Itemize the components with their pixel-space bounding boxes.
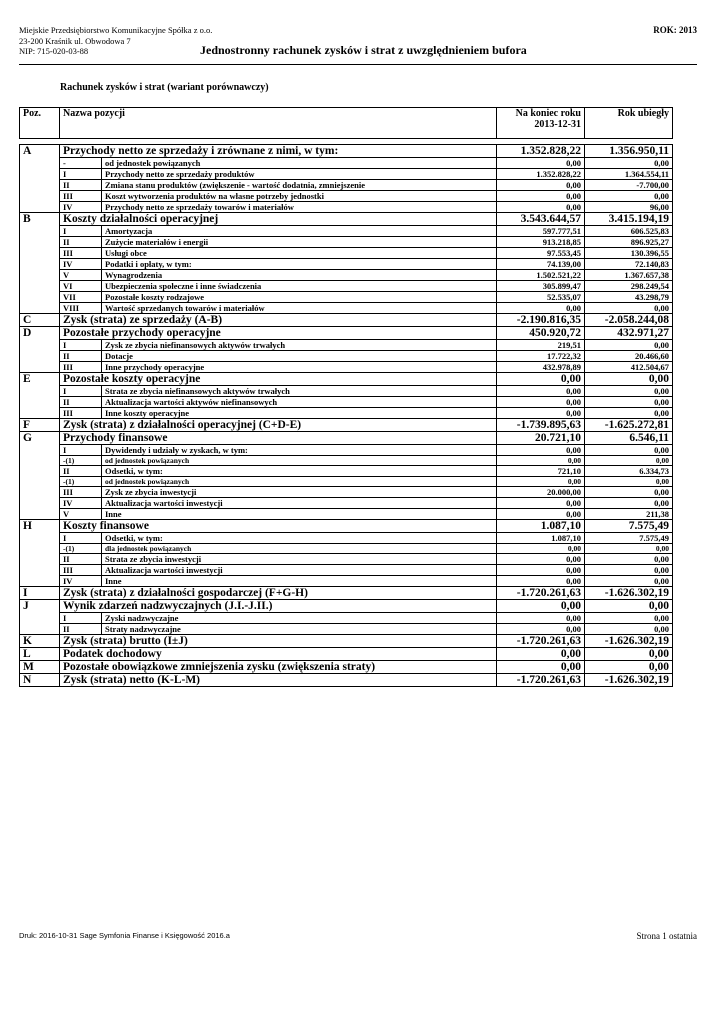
row-previous-value: 7.575,49 (585, 520, 673, 533)
row-previous-value: 6.334,73 (585, 466, 673, 477)
row-poz-empty (20, 613, 60, 624)
row-poz: H (20, 520, 60, 533)
row-poz: F (20, 419, 60, 432)
row-label: Aktualizacja wartości inwestycji (102, 565, 497, 576)
table-row (20, 237, 673, 248)
row-previous-value: 0,00 (585, 554, 673, 565)
row-poz-empty (20, 237, 60, 248)
row-previous-value: -1.625.272,81 (585, 419, 673, 432)
row-label: Zysk (strata) brutto (I±J) (60, 635, 497, 648)
table-header (19, 107, 673, 139)
row-poz-empty (20, 202, 60, 213)
row-label: Zysk (strata) z działalności operacyjnej (C+D-E) (60, 419, 497, 432)
row-current-value: 597.777,51 (497, 226, 585, 237)
row-poz: I (60, 340, 102, 351)
section-row (20, 373, 673, 386)
row-label: Inne koszty operacyjne (102, 408, 497, 419)
row-current-value: 20.000,00 (497, 487, 585, 498)
row-previous-value: -7.700,00 (585, 180, 673, 191)
row-current-value: 0,00 (497, 498, 585, 509)
row-label: Zmiana stanu produktów (zwiększenie - wartość dodatnia, zmniejszenie (102, 180, 497, 191)
row-poz-empty (20, 292, 60, 303)
row-current-value: 0,00 (497, 180, 585, 191)
income-statement-table (19, 144, 673, 687)
row-label: Koszt wytworzenia produktów na własne potrzeby jednostki (102, 191, 497, 202)
row-poz-empty (20, 386, 60, 397)
row-previous-value: 0,00 (585, 661, 673, 674)
row-previous-value: 0,00 (585, 445, 673, 456)
row-poz-empty (20, 248, 60, 259)
row-current-value: 1.352.828,22 (497, 145, 585, 158)
row-current-value: 0,00 (497, 303, 585, 314)
row-current-value: 913.218,85 (497, 237, 585, 248)
row-poz: D (20, 327, 60, 340)
table-row (20, 613, 673, 624)
row-current-value: 450.920,72 (497, 327, 585, 340)
row-current-value: 1.087,10 (497, 520, 585, 533)
row-poz-empty (20, 408, 60, 419)
row-poz: I (60, 226, 102, 237)
row-label: Odsetki, w tym: (102, 533, 497, 544)
row-mark: -(1) (60, 544, 102, 554)
table-row (20, 456, 673, 466)
row-current-value: 0,00 (497, 554, 585, 565)
row-previous-value: 1.364.554,11 (585, 169, 673, 180)
table-row (20, 270, 673, 281)
row-current-value: 0,00 (497, 509, 585, 520)
row-label: Pozostałe obowiązkowe zmniejszenia zysku (zwiększenia straty) (60, 661, 497, 674)
section-row (20, 520, 673, 533)
row-current-value: 74.139,00 (497, 259, 585, 270)
row-mark: -(1) (60, 456, 102, 466)
row-current-value: 0,00 (497, 648, 585, 661)
row-current-value: 0,00 (497, 576, 585, 587)
document-title: Jednostronny rachunek zysków i strat z uwzględnieniem bufora (200, 43, 527, 57)
row-label: Aktualizacja wartości inwestycji (102, 498, 497, 509)
row-poz: III (60, 191, 102, 202)
row-poz: K (20, 635, 60, 648)
row-previous-value: 7.575,49 (585, 533, 673, 544)
header-divider (19, 64, 697, 65)
row-poz-empty (20, 191, 60, 202)
row-poz: G (20, 432, 60, 445)
company-address: 23-200 Kraśnik ul. Obwodowa 7 (19, 35, 131, 46)
row-current-value: 0,00 (497, 600, 585, 613)
row-current-value: 3.543.644,57 (497, 213, 585, 226)
header-current-line1: Na koniec roku (515, 108, 581, 119)
row-label: od jednostek powiązanych (102, 477, 497, 487)
company-info (19, 25, 212, 57)
row-poz: II (60, 237, 102, 248)
row-label: Dywidendy i udziały w zyskach, w tym: (102, 445, 497, 456)
row-previous-value: 0,00 (585, 613, 673, 624)
row-poz: II (60, 397, 102, 408)
row-label: Usługi obce (102, 248, 497, 259)
row-poz-empty (20, 180, 60, 191)
row-label: Koszty działalności operacyjnej (60, 213, 497, 226)
row-poz-empty (20, 226, 60, 237)
row-current-value: 52.535,07 (497, 292, 585, 303)
row-label: dla jednostek powiązanych (102, 544, 497, 554)
table-row (20, 362, 673, 373)
row-current-value: 0,00 (497, 373, 585, 386)
row-label: Podatek dochodowy (60, 648, 497, 661)
row-poz: B (20, 213, 60, 226)
row-previous-value: -1.626.302,19 (585, 587, 673, 600)
row-poz-empty (20, 477, 60, 487)
row-poz: V (60, 270, 102, 281)
row-poz: II (60, 554, 102, 565)
table-row (20, 565, 673, 576)
row-current-value: 0,00 (497, 456, 585, 466)
row-previous-value: -2.058.244,08 (585, 314, 673, 327)
row-label: Zysk ze zbycia inwestycji (102, 487, 497, 498)
row-previous-value: 0,00 (585, 477, 673, 487)
table-row (20, 226, 673, 237)
row-poz-empty (20, 351, 60, 362)
row-previous-value: 0,00 (585, 340, 673, 351)
table-row (20, 351, 673, 362)
row-previous-value: -1.626.302,19 (585, 635, 673, 648)
row-current-value: 0,00 (497, 613, 585, 624)
row-poz-empty (20, 281, 60, 292)
table-row (20, 509, 673, 520)
row-poz: A (20, 145, 60, 158)
row-poz: I (60, 445, 102, 456)
row-mark: -(1) (60, 477, 102, 487)
row-label: Koszty finansowe (60, 520, 497, 533)
row-current-value: 0,00 (497, 397, 585, 408)
row-poz-empty (20, 509, 60, 520)
row-previous-value: 896.925,27 (585, 237, 673, 248)
row-current-value: -1.720.261,63 (497, 635, 585, 648)
page-number: Strona 1 ostatnia (636, 931, 697, 941)
row-poz: II (60, 351, 102, 362)
row-poz: III (60, 248, 102, 259)
row-poz-empty (20, 158, 60, 169)
row-current-value: 1.352.828,22 (497, 169, 585, 180)
table-row (20, 259, 673, 270)
company-name: Miejskie Przedsiębiorstwo Komunikacyjne Spółka z o.o. (19, 25, 213, 35)
row-label: Wynagrodzenia (102, 270, 497, 281)
row-previous-value: 0,00 (585, 600, 673, 613)
row-previous-value: 0,00 (585, 487, 673, 498)
row-poz: VII (60, 292, 102, 303)
row-previous-value: 0,00 (585, 498, 673, 509)
row-poz-empty (20, 340, 60, 351)
row-current-value: -1.720.261,63 (497, 674, 585, 687)
print-info: Druk: 2016-10-31 Sage Symfonia Finanse i Księgowość 2016.a (19, 931, 230, 940)
row-current-value: 1.502.521,22 (497, 270, 585, 281)
row-poz-empty (20, 466, 60, 477)
row-poz-empty (20, 533, 60, 544)
row-poz: L (20, 648, 60, 661)
table-row (20, 248, 673, 259)
row-previous-value: 0,00 (585, 544, 673, 554)
row-label: Zysk ze zbycia niefinansowych aktywów trwałych (102, 340, 497, 351)
row-poz: J (20, 600, 60, 613)
row-poz: I (60, 533, 102, 544)
row-label: Pozostałe koszty rodzajowe (102, 292, 497, 303)
row-previous-value: 72.140,83 (585, 259, 673, 270)
row-poz: II (60, 180, 102, 191)
row-poz-empty (20, 362, 60, 373)
row-previous-value: 0,00 (585, 576, 673, 587)
row-label: od jednostek powiązanych (102, 456, 497, 466)
row-previous-value: 0,00 (585, 373, 673, 386)
header-nazwa: Nazwa pozycji (60, 108, 497, 139)
section-row (20, 213, 673, 226)
row-current-value: -1.720.261,63 (497, 587, 585, 600)
row-previous-value: 0,00 (585, 565, 673, 576)
header-current-line2: 2013-12-31 (534, 119, 581, 130)
row-label: Inne (102, 576, 497, 587)
row-previous-value: 20.466,60 (585, 351, 673, 362)
row-poz: VIII (60, 303, 102, 314)
row-previous-value: 1.356.950,11 (585, 145, 673, 158)
row-poz-empty (20, 445, 60, 456)
row-previous-value: 0,00 (585, 303, 673, 314)
table-row (20, 180, 673, 191)
row-previous-value: 43.298,79 (585, 292, 673, 303)
row-previous-value: 130.396,55 (585, 248, 673, 259)
table-row (20, 554, 673, 565)
row-poz-empty (20, 456, 60, 466)
row-label: od jednostek powiązanych (102, 158, 497, 169)
row-label: Zyski nadzwyczajne (102, 613, 497, 624)
row-poz-empty (20, 259, 60, 270)
row-current-value: 0,00 (497, 202, 585, 213)
table-row (20, 576, 673, 587)
row-label: Strata ze zbycia inwestycji (102, 554, 497, 565)
row-poz: III (60, 362, 102, 373)
row-current-value: 0,00 (497, 477, 585, 487)
row-label: Zysk (strata) z działalności gospodarczej (F+G-H) (60, 587, 497, 600)
table-row (20, 191, 673, 202)
row-current-value: 20.721,10 (497, 432, 585, 445)
row-current-value: 721,10 (497, 466, 585, 477)
row-previous-value: 3.415.194,19 (585, 213, 673, 226)
table-row (20, 445, 673, 456)
row-previous-value: 0,00 (585, 648, 673, 661)
row-poz: - (60, 158, 102, 169)
row-previous-value: 211,38 (585, 509, 673, 520)
row-label: Pozostałe koszty operacyjne (60, 373, 497, 386)
row-current-value: -2.190.816,35 (497, 314, 585, 327)
row-label: Zysk (strata) ze sprzedaży (A-B) (60, 314, 497, 327)
row-current-value: 0,00 (497, 565, 585, 576)
row-poz: V (60, 509, 102, 520)
row-current-value: 0,00 (497, 158, 585, 169)
row-poz: C (20, 314, 60, 327)
row-label: Przychody netto ze sprzedaży produktów (102, 169, 497, 180)
table-row (20, 169, 673, 180)
row-poz-empty (20, 565, 60, 576)
row-previous-value: 0,00 (585, 456, 673, 466)
row-poz: III (60, 565, 102, 576)
row-poz: II (60, 466, 102, 477)
row-current-value: 0,00 (497, 445, 585, 456)
row-poz: IV (60, 202, 102, 213)
row-poz: I (60, 613, 102, 624)
header-poz: Poz. (20, 108, 60, 139)
row-label: Inne przychody operacyjne (102, 362, 497, 373)
section-row (20, 661, 673, 674)
row-current-value: 432.978,89 (497, 362, 585, 373)
row-label: Straty nadzwyczajne (102, 624, 497, 635)
row-poz-empty (20, 169, 60, 180)
row-label: Przychody finansowe (60, 432, 497, 445)
row-current-value: 0,00 (497, 624, 585, 635)
row-label: Przychody netto ze sprzedaży i zrównane z nimi, w tym: (60, 145, 497, 158)
section-row (20, 432, 673, 445)
table-row (20, 281, 673, 292)
row-poz: III (60, 487, 102, 498)
row-label: Strata ze zbycia niefinansowych aktywów trwałych (102, 386, 497, 397)
row-poz-empty (20, 487, 60, 498)
row-current-value: 1.087,10 (497, 533, 585, 544)
row-previous-value: 432.971,27 (585, 327, 673, 340)
row-previous-value: 96,00 (585, 202, 673, 213)
table-row (20, 303, 673, 314)
table-row (20, 397, 673, 408)
row-label: Zysk (strata) netto (K-L-M) (60, 674, 497, 687)
row-poz-empty (20, 544, 60, 554)
row-previous-value: 412.504,67 (585, 362, 673, 373)
header-previous-year: Rok ubiegły (585, 108, 673, 139)
table-body (20, 145, 673, 687)
section-row (20, 145, 673, 158)
section-row (20, 600, 673, 613)
row-previous-value: 0,00 (585, 397, 673, 408)
row-poz-empty (20, 397, 60, 408)
row-current-value: 0,00 (497, 191, 585, 202)
row-poz: M (20, 661, 60, 674)
row-previous-value: 606.525,83 (585, 226, 673, 237)
row-current-value: 305.899,47 (497, 281, 585, 292)
row-poz-empty (20, 303, 60, 314)
report-subtitle: Rachunek zysków i strat (wariant porównawczy) (60, 82, 269, 93)
section-row (20, 635, 673, 648)
row-previous-value: 298.249,54 (585, 281, 673, 292)
row-label: Wynik zdarzeń nadzwyczajnych (J.I.-J.II.) (60, 600, 497, 613)
row-current-value: 0,00 (497, 408, 585, 419)
section-row (20, 327, 673, 340)
row-label: Pozostałe przychody operacyjne (60, 327, 497, 340)
row-previous-value: 1.367.657,38 (585, 270, 673, 281)
row-previous-value: 0,00 (585, 408, 673, 419)
row-poz: N (20, 674, 60, 687)
row-poz: IV (60, 576, 102, 587)
section-row (20, 587, 673, 600)
row-current-value: 219,51 (497, 340, 585, 351)
row-previous-value: 0,00 (585, 386, 673, 397)
row-previous-value: 0,00 (585, 158, 673, 169)
row-poz: IV (60, 259, 102, 270)
row-label: Zużycie materiałów i energii (102, 237, 497, 248)
header-current-year (497, 108, 585, 139)
row-poz-empty (20, 270, 60, 281)
table-row (20, 466, 673, 477)
row-poz-empty (20, 624, 60, 635)
table-row (20, 158, 673, 169)
section-row (20, 648, 673, 661)
table-row (20, 292, 673, 303)
table-row (20, 340, 673, 351)
row-poz: VI (60, 281, 102, 292)
row-label: Przychody netto ze sprzedaży towarów i materiałów (102, 202, 497, 213)
row-poz: I (60, 386, 102, 397)
row-label: Inne (102, 509, 497, 520)
year-label: ROK: 2013 (653, 25, 697, 35)
section-row (20, 419, 673, 432)
row-current-value: 0,00 (497, 544, 585, 554)
row-current-value: 97.553,45 (497, 248, 585, 259)
row-current-value: -1.739.895,63 (497, 419, 585, 432)
row-previous-value: 0,00 (585, 191, 673, 202)
table-row (20, 533, 673, 544)
row-poz: I (60, 169, 102, 180)
row-label: Odsetki, w tym: (102, 466, 497, 477)
table-row (20, 408, 673, 419)
row-poz-empty (20, 554, 60, 565)
section-row (20, 314, 673, 327)
row-label: Aktualizacja wartości aktywów niefinansowych (102, 397, 497, 408)
row-label: Amortyzacja (102, 226, 497, 237)
row-current-value: 0,00 (497, 386, 585, 397)
table-row (20, 487, 673, 498)
table-row (20, 386, 673, 397)
table-row (20, 624, 673, 635)
row-previous-value: 6.546,11 (585, 432, 673, 445)
row-label: Dotacje (102, 351, 497, 362)
row-poz: I (20, 587, 60, 600)
row-previous-value: -1.626.302,19 (585, 674, 673, 687)
table-row (20, 477, 673, 487)
row-label: Ubezpieczenia społeczne i inne świadczenia (102, 281, 497, 292)
table-row (20, 498, 673, 509)
company-nip: NIP: 715-020-03-88 (19, 46, 89, 56)
row-label: Wartość sprzedanych towarów i materiałów (102, 303, 497, 314)
row-poz: III (60, 408, 102, 419)
table-row (20, 544, 673, 554)
row-poz: II (60, 624, 102, 635)
row-poz-empty (20, 498, 60, 509)
row-previous-value: 0,00 (585, 624, 673, 635)
section-row (20, 674, 673, 687)
row-current-value: 0,00 (497, 661, 585, 674)
row-poz: IV (60, 498, 102, 509)
row-poz: E (20, 373, 60, 386)
row-current-value: 17.722,32 (497, 351, 585, 362)
table-row (20, 202, 673, 213)
row-label: Podatki i opłaty, w tym: (102, 259, 497, 270)
row-poz-empty (20, 576, 60, 587)
